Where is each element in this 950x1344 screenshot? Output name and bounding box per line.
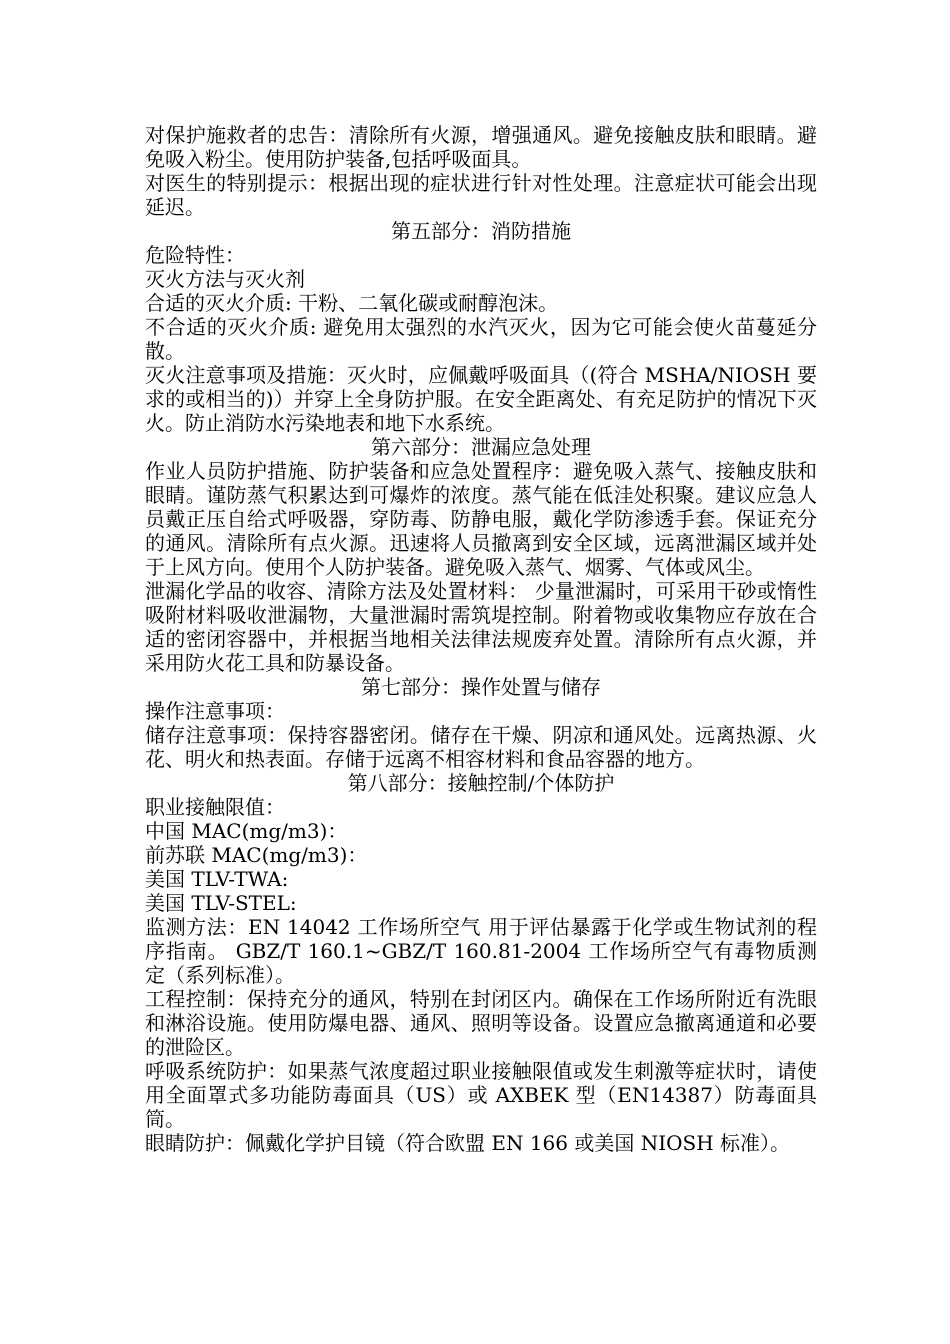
storage-notes: 储存注意事项：保持容器密闭。储存在干燥、阴凉和通风处。远离热源、火花、明火和热表面。存储于远离不相容材料和食品容器的地方。 — [145, 723, 817, 771]
extinguish-method: 灭火方法与灭火剂 — [145, 267, 305, 291]
respiratory-protection: 呼吸系统防护：如果蒸气浓度超过职业接触限值或发生刺激等症状时，请使用全面罩式多功能防毒面具（US）或 AXBEK 型（EN14387）防毒面具筒。 — [145, 1059, 817, 1131]
china-mac: 中国 MAC(mg/m3)： — [145, 819, 348, 843]
document-page — [145, 123, 817, 1155]
handling-label: 操作注意事项： — [145, 699, 285, 723]
suitable-media: 合适的灭火介质: 干粉、二氧化碳或耐醇泡沫。 — [145, 291, 559, 315]
section5-heading: 第五部分：消防措施 — [391, 219, 571, 243]
monitoring-methods: 监测方法：EN 14042 工作场所空气 用于评估暴露于化学或生物试剂的程序指南。 GBZ/T 160.1~GBZ/T 160.81-2004 工作场所空气有毒物质测定（系列标准）。 — [145, 915, 817, 987]
cleanup-methods: 泄漏化学品的收容、清除方法及处置材料： 少量泄漏时，可采用干砂或惰性吸附材料吸收泄漏物，大量泄漏时需筑堤控制。附着物或收集物应存放在合适的密闭容器中，并根据当地相关法律法规废弃处置。清除所有点火源，并采用防火花工具和防暴设备。 — [145, 579, 817, 675]
hazard-label: 危险特性： — [145, 243, 245, 267]
personnel-precautions: 作业人员防护措施、防护装备和应急处置程序：避免吸入蒸气、接触皮肤和眼睛。谨防蒸气积累达到可爆炸的浓度。蒸气能在低洼处积聚。建议应急人员戴正压自给式呼吸器，穿防毒、防静电服，戴化学防渗透手套。保证充分的通风。清除所有点火源。迅速将人员撤离到安全区域，远离泄漏区域并处于上风方向。使用个人防护装备。避免吸入蒸气、烟雾、气体或风尘。 — [145, 459, 817, 579]
us-tlv-stel: 美国 TLV-STEL: — [145, 891, 297, 915]
section7-heading: 第七部分：操作处置与储存 — [361, 675, 601, 699]
eye-protection: 眼睛防护：佩戴化学护目镜（符合欧盟 EN 166 或美国 NIOSH 标准）。 — [145, 1131, 790, 1155]
unsuitable-media: 不合适的灭火介质: 避免用太强烈的水汽灭火，因为它可能会使火苗蔓延分散。 — [145, 315, 817, 363]
exposure-limits-label: 职业接触限值： — [145, 795, 285, 819]
section8-heading: 第八部分：接触控制/个体防护 — [347, 771, 615, 795]
us-tlv-twa: 美国 TLV-TWA: — [145, 867, 289, 891]
engineering-controls: 工程控制：保持充分的通风，特别在封闭区内。确保在工作场所附近有洗眼和淋浴设施。使用防爆电器、通风、照明等设备。设置应急撤离通道和必要的泄险区。 — [145, 987, 817, 1059]
rescuer-advice: 对保护施救者的忠告：清除所有火源，增强通风。避免接触皮肤和眼睛。避免吸入粉尘。使用防护装备,包括呼吸面具。 — [145, 123, 817, 171]
section6-heading: 第六部分：泄漏应急处理 — [371, 435, 591, 459]
firefighting-precautions: 灭火注意事项及措施：灭火时，应佩戴呼吸面具（(符合 MSHA/NIOSH 要求的或相当的)）并穿上全身防护服。在安全距离处、有充足防护的情况下灭火。防止消防水污染地表和地下水系统。 — [145, 363, 817, 435]
doctor-note: 对医生的特别提示：根据出现的症状进行针对性处理。注意症状可能会出现延迟。 — [145, 171, 817, 219]
ussr-mac: 前苏联 MAC(mg/m3)： — [145, 843, 368, 867]
